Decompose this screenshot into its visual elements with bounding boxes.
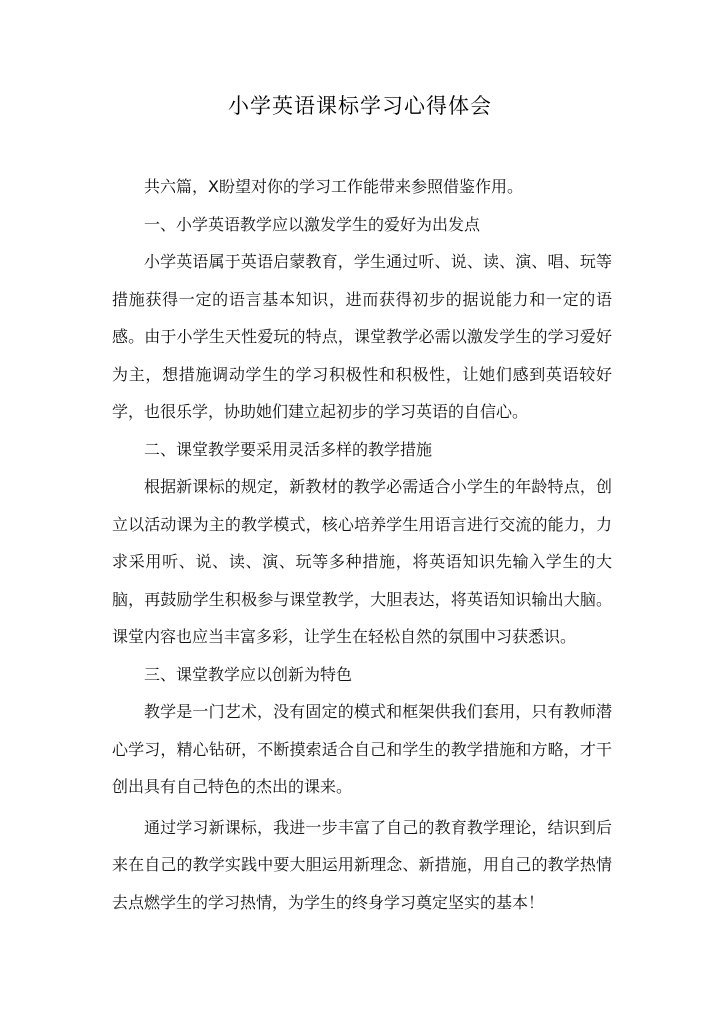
section-heading-3: 三、课堂教学应以创新为特色 <box>144 664 353 684</box>
conclusion-paragraph: 通过学习新课标，我进一步丰富了自己的教育教学理论，结识到后来在自己的教学实践中要大胆运用新理念、新措施，用自己的教学热情去点燃学生的学习热情，为学生的终身学习奠定坚实的基本！ <box>112 817 612 912</box>
section-body-3: 教学是一门艺术，没有固定的模式和框架供我们套用，只有教师潜心学习，精心钻研，不断摸索适合自己和学生的教学措施和方略，才干创出具有自己特色的杰出的课来。 <box>112 702 612 796</box>
intro-paragraph: 共六篇，X盼望对你的学习工作能带来参照借鉴作用。 <box>144 177 523 196</box>
document-body <box>112 168 612 921</box>
document-title: 小学英语课标学习心得体会 <box>228 94 492 118</box>
section-heading-1: 一、小学英语教学应以激发学生的爱好为出发点 <box>144 214 481 234</box>
section-body-1: 小学英语属于英语启蒙教育，学生通过听、说、读、演、唱、玩等措施获得一定的语言基本知识，进而获得初步的据说能力和一定的语感。由于小学生天性爱玩的特点，课堂教学必需以激发学生的学习爱好为主，想措施调动学生的学习积极性和积极性，让她们感到英语较好学，也很乐学，协助她们建立起初步的学习英语的自信心。 <box>112 252 612 421</box>
section-body-2: 根据新课标的规定，新教材的教学必需适合小学生的年龄特点，创立以活动课为主的教学模式，核心培养学生用语言进行交流的能力，力求采用听、说、读、演、玩等多种措施，将英语知识先输入学生的大脑，再鼓励学生积极参与课堂教学，大胆表达，将英语知识输出大脑。课堂内容也应当丰富多彩，让学生在轻松自然的氛围中习获悉识。 <box>112 477 612 646</box>
section-heading-2: 二、课堂教学要采用灵活多样的教学措施 <box>144 439 433 459</box>
